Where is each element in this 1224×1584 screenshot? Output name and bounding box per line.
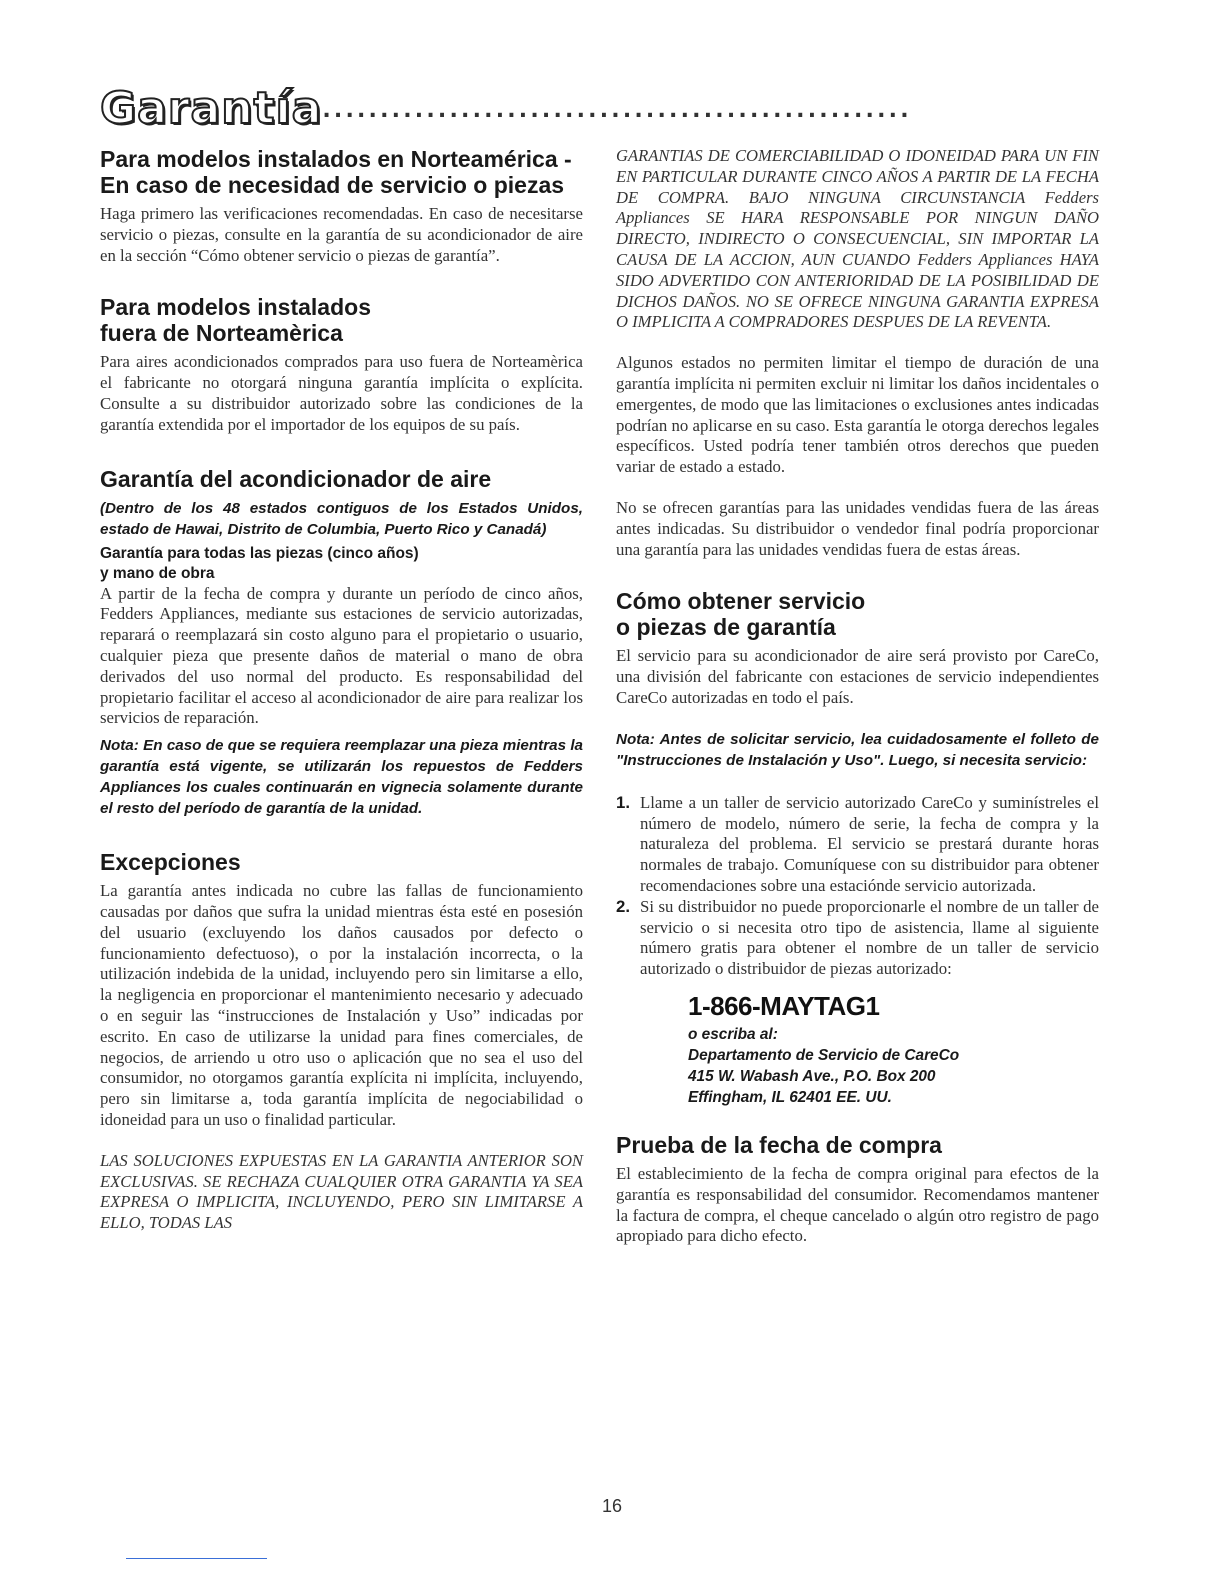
para-north-america-service: Haga primero las verificaciones recomendadas. En caso de necesitarse servicio o piezas, consulte en la garantía de su acondicionador de aire en la sección “Cómo obtener servicio o piezas de garantía”.	[100, 204, 583, 265]
para-proof-of-purchase: El establecimiento de la fecha de compra original para efectos de la garantía es responsabilidad del consumidor. Recomendamos mantener la factura de compra, el cheque cancelado o algún otro registro de pago apropiado para dicho efecto.	[616, 1163, 1099, 1246]
para-parts-warranty: A partir de la fecha de compra y durante un período de cinco años, Fedders Appliances, mediante sus estaciones de servicio autorizadas, reparará o reemplazará sin costo alguno para el propietario o usuario, cualquier pieza que presente daños de material o mano de obra derivados del uso normal del producto. Es responsabilidad del propietario facilitar el acceso al acondicionador de aire para realizar los servicios de reparación.	[100, 583, 583, 728]
heading-get-service-1: Cómo obtener servicio	[616, 588, 866, 615]
heading-proof-of-purchase: Prueba de la fecha de compra	[616, 1131, 942, 1158]
heading-outside-north-america-1: Para modelos instalados	[100, 294, 371, 321]
service-step	[616, 793, 1099, 897]
para-state-rights: Algunos estados no permiten limitar el tiempo de duración de una garantía implícita ni permiten excluir ni limitar los daños incidentales o emergentes, de modo que las limitaciones o exclusiones antes indicadas podrían no aplicarse en su caso. Esta garantía le otorga derechos legales específicos. Usted podría tener también otros derechos que pueden variar de estado a estado.	[616, 353, 1099, 477]
title-leader-dots: ...................................................	[322, 98, 912, 123]
note-replacement-parts: Nota: En caso de que se requiera reemplazar una pieza mientras la garantía está vigente, se utilizarán los repuestos de Fedders Appliances los cuales continuarán en vignecia solamente durante el resto del período de garantía de la unidad.	[100, 737, 583, 818]
heading-north-america-service: Para modelos instalados en Norteamérica - En caso de necesidad de servicio o piezas	[100, 146, 572, 198]
step-text: Si su distribuidor no puede proporcionarle el nombre de un taller de servicio o si necesita otro tipo de asistencia, llame al siguiente número gratis para obtener el nombre de un taller de servicio autorizado o distribuidor de piezas autorizado:	[640, 896, 1099, 979]
page-number: 16	[601, 1496, 623, 1516]
address-street: 415 W. Wabash Ave., P.O. Box 200	[688, 1067, 936, 1085]
heading-outside-north-america-2: fuera de Norteamèrica	[100, 320, 343, 347]
para-careco-service: El servicio para su acondicionador de aire será provisto por CareCo, una división del fabricante con estaciones de servicio independientes CareCo autorizadas en todo el país.	[616, 646, 1099, 707]
subheading-parts-warranty-1: Garantía para todas las piezas (cinco años)	[100, 544, 419, 562]
para-exclusive-remedies-cont: GARANTIAS DE COMERCIABILIDAD O IDONEIDAD PARA UN FIN EN PARTICULAR DURANTE CINCO AÑOS A PARTIR DE LA FECHA DE COMPRA. BAJO NINGUNA CIRCUNSTANCIA Fedders Appliances SE HARA RESPONSABLE POR NINGUN DAÑO DIRECTO, INDIRECTO O CONSECUENCIAL, SIN IMPORTAR LA CAUSA DE LA ACCION, AUN CUANDO Fedders Appliances HAYA SIDO ADVERTIDO CON ANTERIORIDAD DE LA POSIBILIDAD DE DICHOS DAÑOS. NO SE OFRECE NINGUNA GARANTIA EXPRESA O IMPLICITA A COMPRADORES DESPUES DE LA REVENTA.	[616, 146, 1099, 332]
page-title: Garantía	[100, 84, 323, 134]
para-exclusive-remedies: LAS SOLUCIONES EXPUESTAS EN LA GARANTIA ANTERIOR SON EXCLUSIVAS. SE RECHAZA CUALQUIER OTRA GARANTIA YA SEA EXPRESA O IMPLICITA, INCLUYENDO, PERO SIN LIMITARSE A ELLO, TODAS LAS	[100, 1150, 583, 1233]
note-covered-states: (Dentro de los 48 estados contiguos de los Estados Unidos, estado de Hawai, Distrito de Columbia, Puerto Rico y Canadá)	[100, 499, 583, 538]
note-before-service: Nota: Antes de solicitar servicio, lea cuidadosamente el folleto de "Instrucciones de Instalación y Uso". Luego, si necesita servicio:	[616, 730, 1099, 769]
right-column	[616, 146, 1099, 1247]
page-title-row	[100, 84, 1100, 134]
phone-number: 1-866-MAYTAG1	[688, 990, 880, 1021]
footnote-divider	[126, 1558, 267, 1559]
heading-get-service-2: o piezas de garantía	[616, 614, 836, 641]
service-step	[616, 897, 1099, 980]
heading-ac-warranty: Garantía del acondicionador de aire	[100, 465, 492, 492]
step-text: Llame a un taller de servicio autorizado CareCo y suminístreles el número de modelo, número de serie, la fecha de compra y la naturaleza del problema. El servicio se prestará durante horas normales de trabajo. Comuníquese con su distribuidor para obtener recomendaciones sobre una estacióndе servicio autorizada.	[640, 792, 1099, 895]
para-outside-north-america: Para aires acondicionados comprados para uso fuera de Norteamèrica el fabricante no otorgará ninguna garantía implícita o explícita. Consulte a su distribuidor autorizado sobre las condiciones de la garantía extendida por el importador de los equipos de su país.	[100, 352, 583, 434]
para-outside-areas: No se ofrecen garantías para las unidades vendidas fuera de las áreas antes indicadas. Su distribuidor o vendedor final podría proporcionar una garantía para las unidades vendidas fuera de estas áreas.	[616, 497, 1099, 559]
step-number: 1.	[616, 792, 630, 812]
service-steps-list	[616, 793, 1099, 980]
address-intro: o escriba al:	[688, 1025, 778, 1043]
para-exceptions: La garantía antes indicada no cubre las fallas de funcionamiento causadas por daños que sufra la unidad mientras ésta esté en posesión del usuario (excluyendo los daños causados por defecto o funcionamiento defectuoso), o por la instalación incorrecta, o la utilización indebida de la unidad, incluyendo pero sin limitarse a ello, la negligencia en proporcionar el mantenimiento necesario y adecuado o en seguir las “instrucciones de Instalación y Uso” indicadas por escrito. En caso de utilizarse la unidad para fines comerciales, de negocios, de arriendo u otro uso o aplicación que no sea el uso del consumidor, no otorgamos garantía explícita ni implícita, incluyendo, pero sin limitarse a, toda garantía implícita de negociabilidad o idoneidad para un uso o finalidad particular.	[100, 881, 583, 1129]
heading-exceptions: Excepciones	[100, 849, 241, 876]
left-column	[100, 146, 583, 1234]
address-city: Effingham, IL 62401 EE. UU.	[688, 1088, 892, 1106]
subheading-parts-warranty-2: y mano de obra	[100, 564, 215, 582]
address-department: Departamento de Servicio de CareCo	[688, 1046, 960, 1064]
step-number: 2.	[616, 896, 630, 916]
